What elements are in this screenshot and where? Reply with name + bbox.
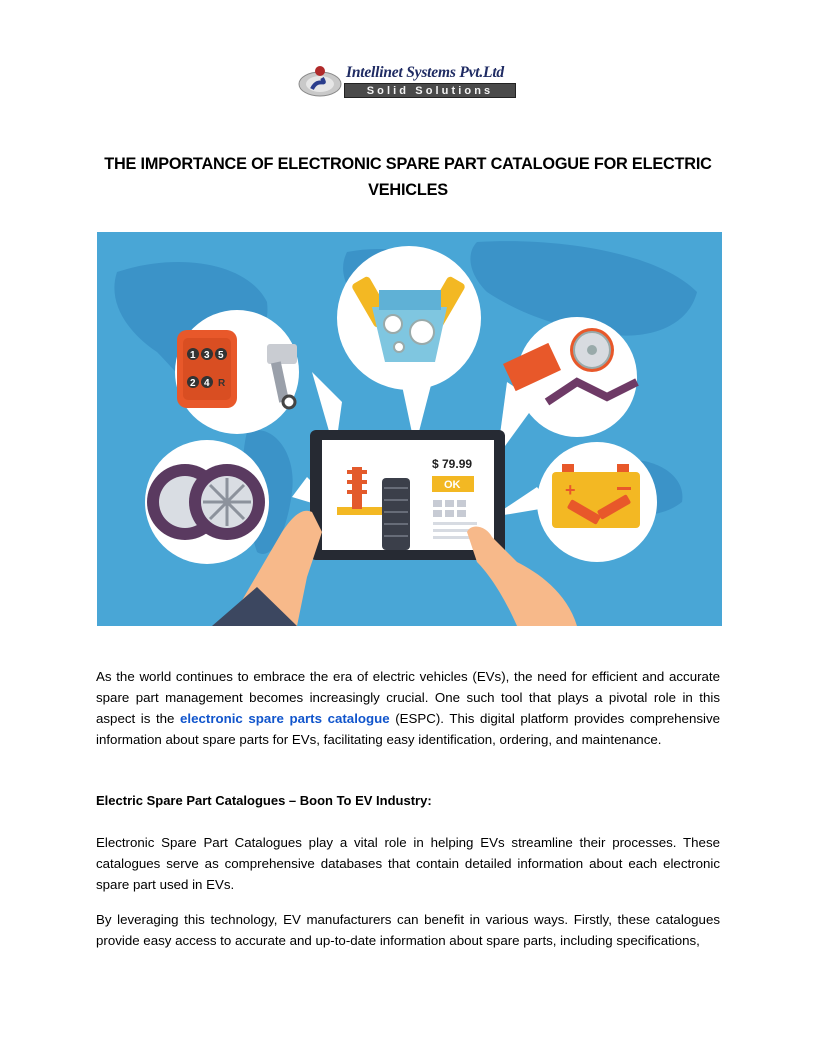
- ok-label: OK: [444, 479, 461, 491]
- section-heading: Electric Spare Part Catalogues – Boon To EV Industry:: [96, 793, 432, 808]
- logo-company-name: Intellinet Systems Pvt.Ltd: [346, 64, 504, 81]
- company-logo: [298, 62, 520, 102]
- logo-emblem-icon: [298, 62, 344, 102]
- gear-label-5: 5: [218, 350, 224, 361]
- section-paragraph-2: By leveraging this technology, EV manufacturers can benefit in various ways. Firstly, these catalogues provide easy access to accurate and up-to-date information about spare parts, including specifications,: [96, 912, 720, 948]
- espc-link[interactable]: electronic spare parts catalogue: [180, 711, 390, 726]
- logo-tagline: Solid Solutions: [344, 83, 516, 98]
- gear-label-4: 4: [204, 378, 210, 389]
- gear-label-2: 2: [190, 378, 196, 389]
- intro-paragraph: [96, 666, 720, 750]
- price-label: $ 79.99: [432, 457, 473, 471]
- hero-illustration: [97, 232, 722, 626]
- gear-label-r: R: [218, 378, 226, 389]
- intro-text-before: As the world continues to embrace the era of electric vehicles (EVs), the need for efficient and accurate spare part management becomes increasingly crucial. One such tool that plays a pivotal role in this aspect is the: [96, 669, 720, 726]
- page-title: THE IMPORTANCE OF ELECTRONIC SPARE PART CATALOGUE FOR ELECTRIC VEHICLES: [104, 155, 712, 199]
- section-paragraph-1: Electronic Spare Part Catalogues play a vital role in helping EVs streamline their processes. These catalogues serve as comprehensive databases that contain detailed information about each electronic spare part used in EVs.: [96, 835, 720, 892]
- svg-text:+: +: [565, 480, 576, 500]
- intro-text-after: (ESPC). This digital platform provides comprehensive information about spare parts for EVs, facilitating easy identification, ordering, and maintenance.: [96, 711, 720, 747]
- gear-label-3: 3: [204, 350, 210, 361]
- gear-label-1: 1: [190, 350, 196, 361]
